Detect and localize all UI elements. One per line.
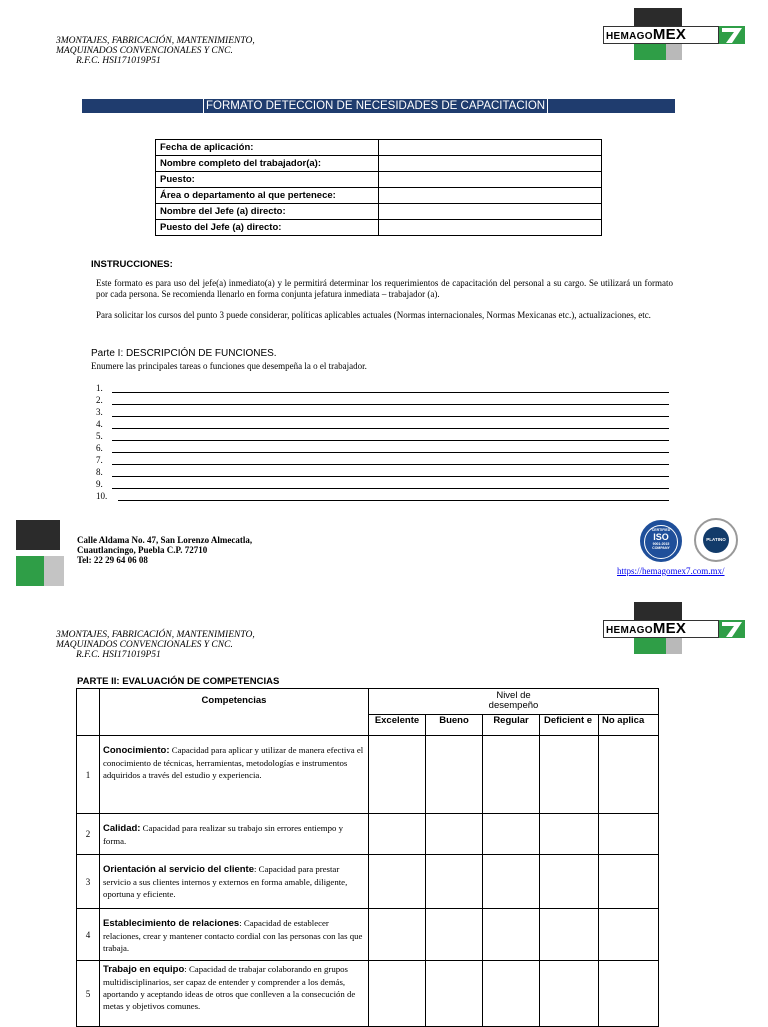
level-deficiente: Deficient e bbox=[540, 715, 599, 736]
platino-badge bbox=[694, 518, 738, 562]
rating-cell[interactable] bbox=[599, 736, 659, 814]
rating-cell[interactable] bbox=[369, 814, 426, 855]
line-number: 6. bbox=[96, 443, 103, 453]
table-row bbox=[156, 188, 602, 204]
competencia-text: Capacidad para aplicar y utilizar de manera efectiva el conocimiento de técnicas, herramientas, metodologías e instrumentos adquiridos a través del estudio y experiencia. bbox=[103, 745, 364, 780]
worker-info-table bbox=[155, 139, 602, 236]
table-row bbox=[77, 961, 659, 1027]
logo-text-prefix: HEMAGO bbox=[606, 625, 653, 636]
field-value[interactable] bbox=[379, 172, 602, 188]
header-line-1: 3MONTAJES, FABRICACIÓN, MANTENIMIENTO, bbox=[56, 36, 255, 46]
rating-cell[interactable] bbox=[483, 961, 540, 1027]
level-no-aplica: No aplica bbox=[599, 715, 659, 736]
row-number: 5 bbox=[77, 961, 100, 1027]
line-number: 10. bbox=[96, 491, 108, 501]
page-title: FORMATO DETECCION DE NECESIDADES DE CAPACITACION bbox=[203, 99, 548, 113]
iso-badge-top: CERTIFIED bbox=[651, 528, 671, 532]
row-number: 1 bbox=[77, 736, 100, 814]
header-line-3: R.F.C. HSI171019P51 bbox=[76, 56, 161, 66]
field-label: Fecha de aplicación: bbox=[156, 140, 379, 156]
function-line[interactable] bbox=[96, 479, 669, 491]
instructions-heading: INSTRUCCIONES: bbox=[91, 259, 173, 270]
field-value[interactable] bbox=[379, 188, 602, 204]
table-row bbox=[156, 172, 602, 188]
address-line-1: Calle Aldama No. 47, San Lorenzo Almecatla, bbox=[77, 535, 253, 545]
rating-cell[interactable] bbox=[540, 736, 599, 814]
field-label: Nombre completo del trabajador(a): bbox=[156, 156, 379, 172]
field-value[interactable] bbox=[379, 156, 602, 172]
field-label: Puesto: bbox=[156, 172, 379, 188]
iso-badge-main: ISO bbox=[653, 532, 669, 542]
field-label: Puesto del Jefe (a) directo: bbox=[156, 220, 379, 236]
field-label: Área o departamento al que pertenece: bbox=[156, 188, 379, 204]
line-number: 5. bbox=[96, 431, 103, 441]
rating-cell[interactable] bbox=[426, 961, 483, 1027]
col-nivel bbox=[369, 689, 659, 715]
competencia-description bbox=[100, 855, 369, 909]
part2-heading: PARTE II: EVALUACIÓN DE COMPETENCIAS bbox=[77, 676, 280, 687]
competencia-name: Conocimiento: bbox=[103, 745, 170, 756]
iso-badge-sub: 9001:2015 bbox=[652, 542, 670, 546]
rating-cell[interactable] bbox=[483, 855, 540, 909]
rating-cell[interactable] bbox=[483, 814, 540, 855]
rating-cell[interactable] bbox=[369, 736, 426, 814]
line-number: 4. bbox=[96, 419, 103, 429]
table-row bbox=[156, 156, 602, 172]
rating-cell[interactable] bbox=[540, 909, 599, 961]
header-line-2: MAQUINADOS CONVENCIONALES Y CNC. bbox=[56, 640, 233, 650]
field-value[interactable] bbox=[379, 220, 602, 236]
field-value[interactable] bbox=[379, 204, 602, 220]
company-logo-page2 bbox=[603, 602, 745, 654]
logo-text-suffix: MEX bbox=[652, 26, 687, 43]
competencia-description bbox=[100, 814, 369, 855]
col-nivel-line1: Nivel de bbox=[496, 690, 531, 701]
field-label: Nombre del Jefe (a) directo: bbox=[156, 204, 379, 220]
table-row bbox=[77, 855, 659, 909]
col-competencias: Competencias bbox=[100, 689, 369, 736]
rating-cell[interactable] bbox=[540, 961, 599, 1027]
rating-cell[interactable] bbox=[369, 961, 426, 1027]
line-number: 1. bbox=[96, 383, 103, 393]
competencia-name: Calidad: bbox=[103, 823, 141, 834]
function-line[interactable] bbox=[96, 467, 669, 479]
function-line[interactable] bbox=[96, 443, 669, 455]
function-line[interactable] bbox=[96, 383, 669, 395]
line-number: 9. bbox=[96, 479, 103, 489]
header-line-1: 3MONTAJES, FABRICACIÓN, MANTENIMIENTO, bbox=[56, 630, 255, 640]
function-line[interactable] bbox=[96, 431, 669, 443]
rating-cell[interactable] bbox=[426, 855, 483, 909]
col-nivel-line2: desempeño bbox=[488, 700, 539, 711]
function-line[interactable] bbox=[96, 491, 669, 503]
header-line-3: R.F.C. HSI171019P51 bbox=[76, 650, 161, 660]
function-line[interactable] bbox=[96, 407, 669, 419]
address-line-2: Cuautlancingo, Puebla C.P. 72710 bbox=[77, 545, 208, 555]
level-regular: Regular bbox=[483, 715, 540, 736]
iso-badge-bottom: COMPANY bbox=[652, 546, 670, 550]
rating-cell[interactable] bbox=[369, 855, 426, 909]
platino-badge-label: PLATINO bbox=[703, 527, 729, 553]
header-line-2: MAQUINADOS CONVENCIONALES Y CNC. bbox=[56, 46, 233, 56]
competencia-description bbox=[100, 736, 369, 814]
rating-cell[interactable] bbox=[483, 736, 540, 814]
rating-cell[interactable] bbox=[599, 814, 659, 855]
competencia-name: Orientación al servicio del cliente bbox=[103, 864, 255, 875]
website-link[interactable]: https://hemagomex7.com.mx/ bbox=[617, 566, 725, 576]
company-logo bbox=[603, 8, 745, 60]
rating-cell[interactable] bbox=[369, 909, 426, 961]
competencias-table bbox=[76, 688, 659, 1027]
row-number: 2 bbox=[77, 814, 100, 855]
function-line[interactable] bbox=[96, 395, 669, 407]
rating-cell[interactable] bbox=[540, 814, 599, 855]
competencia-description bbox=[100, 909, 369, 961]
table-row bbox=[77, 814, 659, 855]
rating-cell[interactable] bbox=[426, 736, 483, 814]
level-excelente: Excelente bbox=[369, 715, 426, 736]
row-number: 3 bbox=[77, 855, 100, 909]
footer-address bbox=[77, 535, 252, 565]
table-row bbox=[77, 736, 659, 814]
competencia-text: : Capacidad para prestar servicio a sus clientes internos y externos en forma amable, diligente, oportuna y eficiente. bbox=[103, 864, 348, 899]
competencia-text: : Capacidad de trabajar colaborando en grupos multidisciplinarios, ser capaz de entender y comprender a los demás, aportando y aceptando ideas de otros que conlleven a la consecución de metas y objetivos comunes. bbox=[103, 964, 356, 1011]
logo-text-suffix: MEX bbox=[652, 620, 687, 637]
part1-subtitle: Enumere las principales tareas o funciones que desempeña la o el trabajador. bbox=[91, 361, 367, 371]
company-header-page2 bbox=[56, 630, 255, 660]
address-line-3: Tel: 22 29 64 06 08 bbox=[77, 555, 148, 565]
competencia-description bbox=[100, 961, 369, 1027]
row-number: 4 bbox=[77, 909, 100, 961]
footer-logo-mark bbox=[16, 520, 64, 586]
company-header bbox=[56, 36, 255, 66]
table-row bbox=[156, 220, 602, 236]
rating-cell[interactable] bbox=[599, 961, 659, 1027]
instructions-paragraph-2: Para solicitar los cursos del punto 3 puede considerar, políticas aplicables actuales (Normas internacionales, Normas Mexicanas etc.), actualizaciones, etc. bbox=[96, 310, 651, 320]
line-number: 3. bbox=[96, 407, 103, 417]
table-row bbox=[156, 140, 602, 156]
rating-cell[interactable] bbox=[540, 855, 599, 909]
competencia-text: Capacidad para realizar su trabajo sin errores entiempo y forma. bbox=[103, 823, 343, 846]
logo-text-prefix: HEMAGO bbox=[606, 31, 653, 42]
competencia-name: Trabajo en equipo bbox=[103, 964, 185, 975]
rating-cell[interactable] bbox=[426, 814, 483, 855]
function-line[interactable] bbox=[96, 455, 669, 467]
rating-cell[interactable] bbox=[599, 909, 659, 961]
rating-cell[interactable] bbox=[483, 909, 540, 961]
line-number: 8. bbox=[96, 467, 103, 477]
table-row bbox=[156, 204, 602, 220]
line-number: 7. bbox=[96, 455, 103, 465]
instructions-paragraph-1: Este formato es para uso del jefe(a) inmediato(a) y le permitirá determinar los requerimientos de capacitación del personal a su cargo. Se utilizará un formato por cada persona. Se recomienda llenarlo en forma conjunta jefatura inmediata – trabajador (a). bbox=[96, 278, 673, 299]
table-row bbox=[77, 909, 659, 961]
field-value[interactable] bbox=[379, 140, 602, 156]
line-number: 2. bbox=[96, 395, 103, 405]
rating-cell[interactable] bbox=[599, 855, 659, 909]
iso-certified-badge bbox=[640, 520, 682, 562]
part1-heading: Parte I: DESCRIPCIÓN DE FUNCIONES. bbox=[91, 348, 277, 359]
table-header-row bbox=[77, 689, 659, 715]
competencia-text: : Capacidad de establecer relaciones, crear y mantener contacto cordial con las personas con las que trabaja. bbox=[103, 918, 363, 953]
function-line[interactable] bbox=[96, 419, 669, 431]
level-bueno: Bueno bbox=[426, 715, 483, 736]
rating-cell[interactable] bbox=[426, 909, 483, 961]
competencia-name: Establecimiento de relaciones bbox=[103, 918, 240, 929]
